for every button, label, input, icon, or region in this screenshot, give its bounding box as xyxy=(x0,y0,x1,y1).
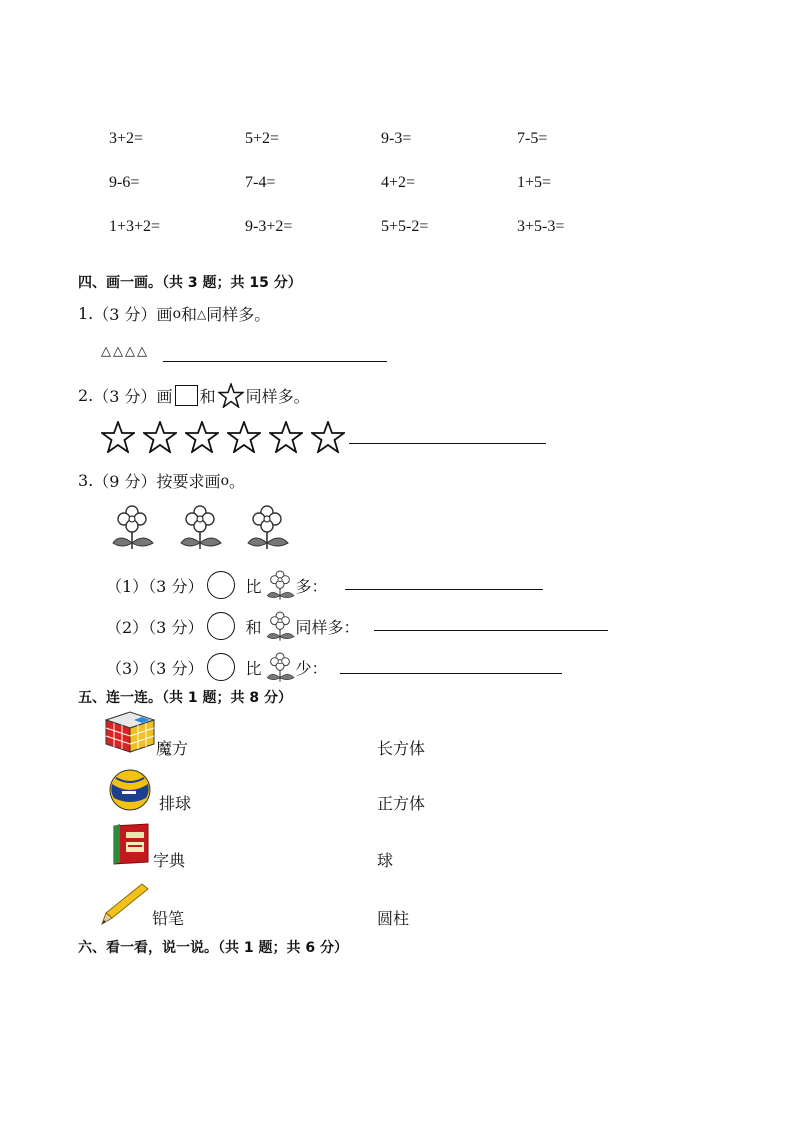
equation: 5+2= xyxy=(245,130,280,147)
connect-left-label: 铅笔 xyxy=(152,909,185,928)
flower-icon xyxy=(265,651,295,683)
star-icon xyxy=(311,421,345,453)
relation-text: 和 xyxy=(245,617,262,637)
flower-icon xyxy=(248,506,288,549)
stars-row xyxy=(101,421,345,453)
sub-question-3 xyxy=(106,651,327,683)
question-text: 同样多。 xyxy=(245,387,310,406)
triangles-row: △△△△ xyxy=(101,344,149,359)
triangle-glyph: △ xyxy=(197,306,207,321)
pencil-icon xyxy=(100,882,150,926)
flowers-row xyxy=(108,503,298,553)
question-text: 画 xyxy=(156,305,173,324)
equation: 4+2= xyxy=(381,174,416,191)
equation: 7-5= xyxy=(517,130,548,147)
flower-icon xyxy=(113,506,153,549)
sub-question-label: （1）（3 分） xyxy=(106,576,204,596)
star-icon xyxy=(185,421,219,453)
question-points: （3 分） xyxy=(93,387,157,406)
question-points: （9 分） xyxy=(93,472,157,491)
question-3 xyxy=(78,469,245,492)
relation-text: 同样多： xyxy=(295,617,360,637)
connect-right-label: 长方体 xyxy=(377,739,426,758)
circle-icon xyxy=(207,653,235,681)
equation: 3+5-3= xyxy=(517,218,565,235)
relation-text: 比 xyxy=(245,576,262,596)
question-text: 和 xyxy=(199,387,216,406)
question-text: 按要求画 xyxy=(156,472,221,491)
square-icon xyxy=(175,385,198,406)
dictionary-icon xyxy=(110,822,152,866)
equation: 1+5= xyxy=(517,174,552,191)
sub-question-1 xyxy=(106,569,327,601)
question-number: 2. xyxy=(78,386,94,405)
section-6-title: 六、看一看，说一说。（共 1 题；共 6 分） xyxy=(78,940,348,956)
answer-line[interactable] xyxy=(340,673,562,674)
question-text: 。 xyxy=(229,472,246,491)
equation: 3+2= xyxy=(109,130,144,147)
volleyball-icon xyxy=(108,768,152,812)
sub-question-label: （3）（3 分） xyxy=(106,658,204,678)
section-4-title: 四、画一画。（共 3 题；共 15 分） xyxy=(78,275,302,291)
circle-glyph: o xyxy=(172,305,181,322)
answer-line[interactable] xyxy=(349,443,546,444)
flower-icon xyxy=(265,610,295,642)
star-icon xyxy=(269,421,303,453)
relation-text: 多： xyxy=(295,576,328,596)
sub-question-2 xyxy=(106,610,359,642)
question-points: （3 分） xyxy=(93,305,157,324)
connect-left-label: 排球 xyxy=(159,794,192,813)
section-5-title: 五、连一连。（共 1 题；共 8 分） xyxy=(78,690,292,706)
relation-text: 少： xyxy=(295,658,328,678)
question-1 xyxy=(78,302,270,325)
question-text: 画 xyxy=(156,387,173,406)
equation: 9-6= xyxy=(109,174,140,191)
relation-text: 比 xyxy=(245,658,262,678)
sub-question-label: （2）（3 分） xyxy=(106,617,204,637)
equation: 9-3+2= xyxy=(245,218,293,235)
question-text: 同样多。 xyxy=(206,305,271,324)
answer-line[interactable] xyxy=(163,361,387,362)
connect-right-label: 圆柱 xyxy=(377,909,410,928)
equation: 9-3= xyxy=(381,130,412,147)
question-2 xyxy=(78,383,310,408)
star-icon xyxy=(101,421,135,453)
connect-right-label: 球 xyxy=(377,851,394,870)
question-text: 和 xyxy=(181,305,198,324)
question-number: 1. xyxy=(78,304,94,323)
star-icon xyxy=(218,383,244,408)
equation: 1+3+2= xyxy=(109,218,161,235)
equation: 5+5-2= xyxy=(381,218,429,235)
flower-icon xyxy=(181,506,221,549)
star-icon xyxy=(227,421,261,453)
connect-left-label: 字典 xyxy=(153,851,186,870)
circle-icon xyxy=(207,571,235,599)
question-number: 3. xyxy=(78,471,94,490)
equation: 7-4= xyxy=(245,174,276,191)
circle-icon xyxy=(207,612,235,640)
flower-icon xyxy=(265,569,295,601)
circle-glyph: o xyxy=(220,472,229,489)
rubiks-cube-icon xyxy=(104,708,156,754)
answer-line[interactable] xyxy=(374,630,608,631)
connect-left-label: 魔方 xyxy=(156,739,189,758)
star-icon xyxy=(143,421,177,453)
connect-right-label: 正方体 xyxy=(377,794,426,813)
answer-line[interactable] xyxy=(345,589,543,590)
